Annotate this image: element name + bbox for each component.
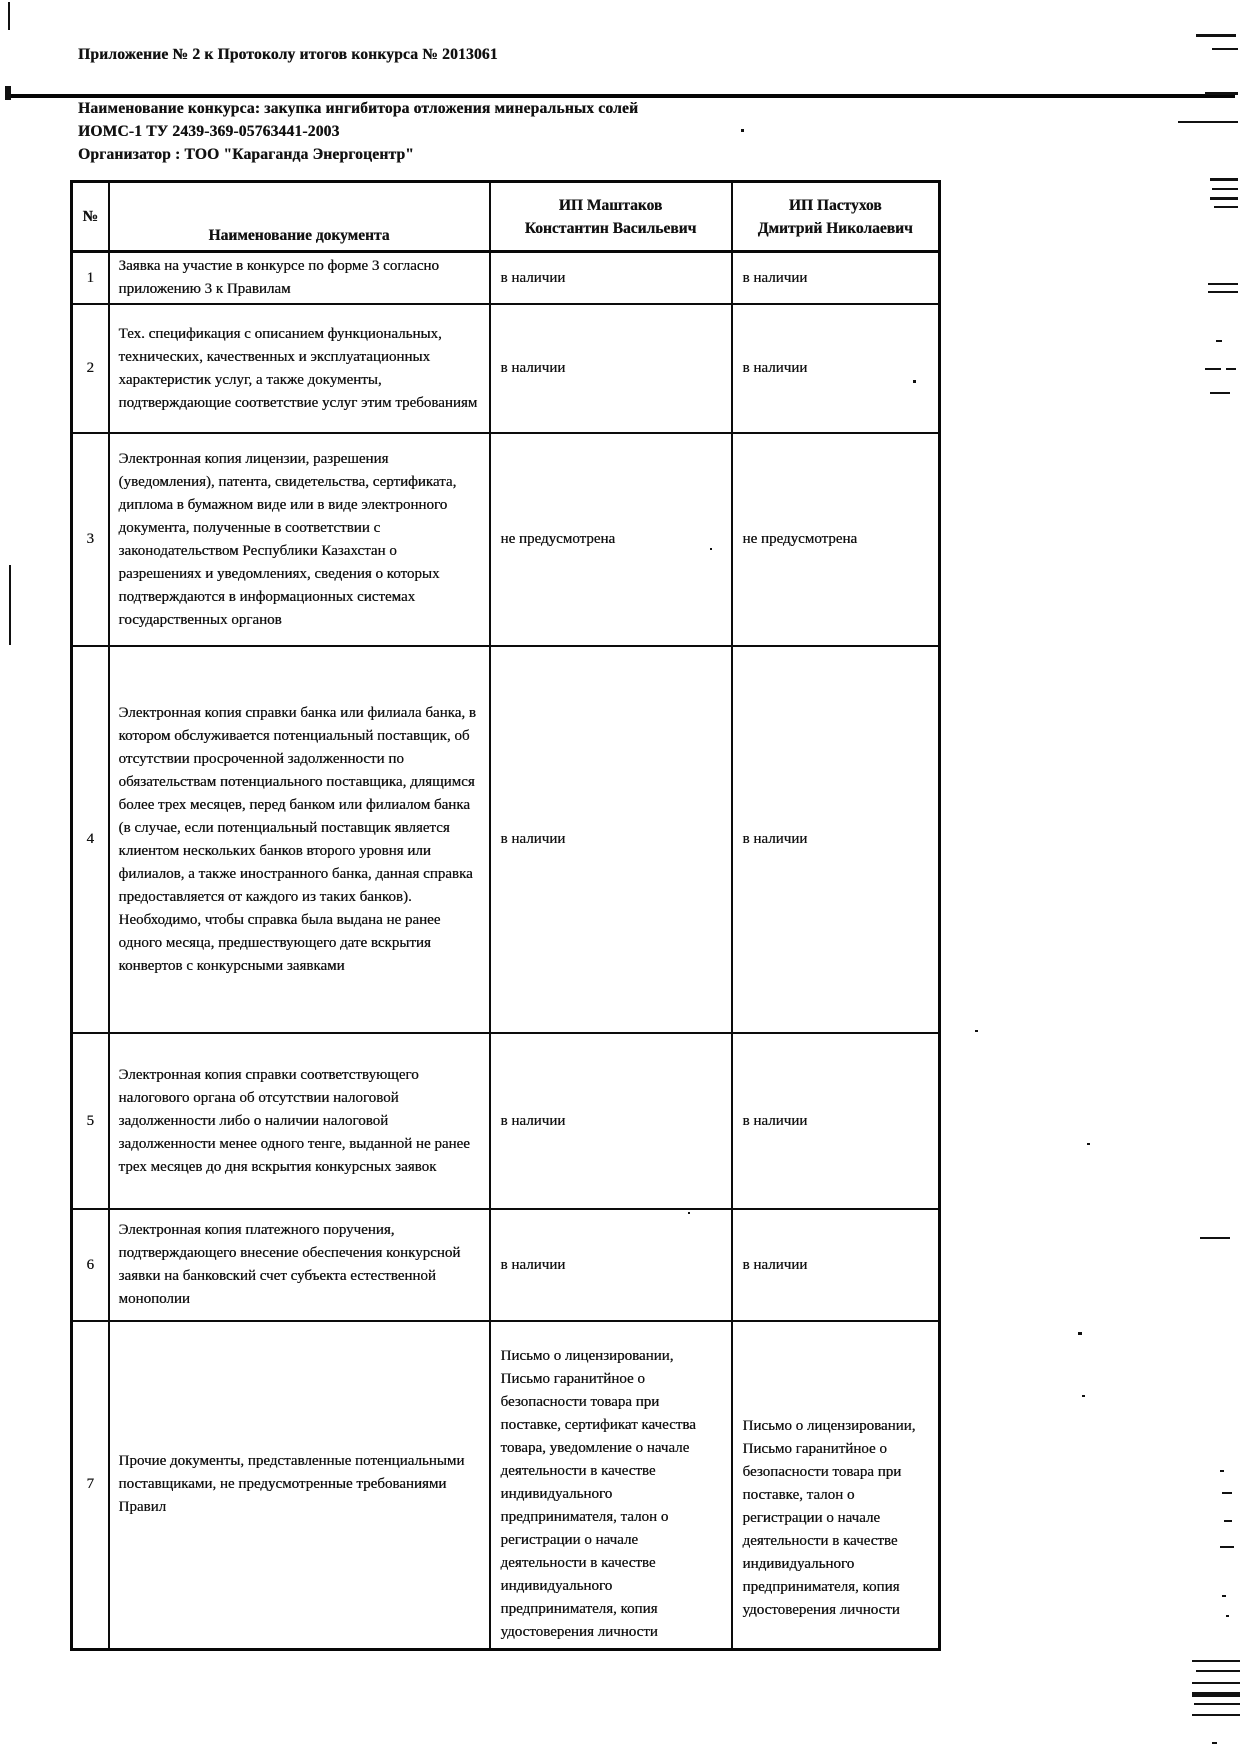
scan-artifact <box>9 565 11 645</box>
scan-artifact <box>1212 188 1238 190</box>
scan-artifact <box>1196 1670 1240 1672</box>
scan-artifact <box>1214 206 1238 208</box>
scan-artifact <box>1208 283 1238 285</box>
document-name-cell: Электронная копия справки соответствующего налогового органа об отсутствии налоговой задолженности либо о наличии налоговой задолженности менее одного тенге, выданной не ранее трех месяцев до дня вскрытия конкурсных заявок <box>109 1033 490 1209</box>
supplier1-status-cell: в наличии <box>490 646 732 1033</box>
row-number: 5 <box>72 1033 109 1209</box>
supplier2-status-cell: в наличии <box>732 1209 940 1321</box>
supplier2-status-cell: в наличии <box>732 646 940 1033</box>
supplier2-name-line2: Дмитрий Николаевич <box>757 219 913 237</box>
row-number: 3 <box>72 433 109 646</box>
scan-artifact <box>1194 1703 1240 1705</box>
scan-artifact <box>1200 1237 1230 1239</box>
row-number: 1 <box>72 252 109 305</box>
supplier1-status-cell: в наличии <box>490 1033 732 1209</box>
scan-artifact <box>1212 48 1238 50</box>
scan-artifact <box>710 548 712 550</box>
scan-artifact <box>1205 92 1238 95</box>
scan-artifact <box>1192 1714 1240 1716</box>
supplier1-status-cell: в наличии <box>490 304 732 433</box>
table-row <box>72 646 940 1033</box>
scan-artifact <box>1082 1395 1085 1397</box>
table-row <box>72 304 940 433</box>
scan-artifact <box>1210 392 1230 394</box>
table-row <box>72 252 940 305</box>
header-number: № <box>72 182 109 252</box>
scan-artifact <box>741 129 744 132</box>
scan-artifact <box>1226 368 1236 370</box>
supplier2-status-cell: не предусмотрена <box>732 433 940 646</box>
header-supplier-2 <box>732 182 940 252</box>
supplier1-status-cell: в наличии <box>490 1209 732 1321</box>
scan-artifact <box>8 2 10 30</box>
scan-artifact <box>913 380 916 383</box>
scan-artifact <box>975 1030 978 1032</box>
scan-artifact <box>1220 1546 1234 1548</box>
table-row <box>72 1209 940 1321</box>
header-supplier-1 <box>490 182 732 252</box>
table-row <box>72 1033 940 1209</box>
scan-artifact <box>1210 178 1238 181</box>
scan-artifact <box>5 86 11 100</box>
row-number: 7 <box>72 1321 109 1649</box>
scan-artifact <box>688 1212 690 1214</box>
document-name-cell: Заявка на участие в конкурсе по форме 3 согласно приложению 3 к Правилам <box>109 252 490 305</box>
scan-artifact <box>1205 368 1221 370</box>
scan-artifact <box>1220 1470 1224 1472</box>
scan-artifact <box>1087 1143 1090 1145</box>
supplier2-status-cell: Письмо о лицензировании, Письмо гаранитйное о безопасности товара при поставке, талон о регистрации о начале деятельности в качестве индивидуального предпринимателя, копия удостоверения личности <box>732 1321 940 1649</box>
table-row <box>72 1321 940 1649</box>
scan-artifact <box>1178 121 1238 123</box>
document-name-cell: Электронная копия платежного поручения, подтверждающего внесение обеспечения конкурсной заявки на банковский счет субъекта естественной монополии <box>109 1209 490 1321</box>
supplier2-name-line1: ИП Пастухов <box>788 196 882 214</box>
scan-artifact <box>1192 1692 1240 1697</box>
table-header-row <box>72 182 940 252</box>
scan-artifact <box>1222 1595 1226 1597</box>
document-name-cell: Тех. спецификация с описанием функциональных, технических, качественных и эксплуатационных характеристик услуг, а также документы, подтверждающие соответствие услуг этим требованиям <box>109 304 490 433</box>
scan-artifact <box>1192 1660 1240 1662</box>
row-number: 6 <box>72 1209 109 1321</box>
supplier1-status-cell: в наличии <box>490 252 732 305</box>
supplier2-status-cell: в наличии <box>732 252 940 305</box>
document-name-cell: Прочие документы, представленные потенциальными поставщиками, не предусмотренные требованиями Правил <box>109 1321 490 1649</box>
organizer-line: Организатор : ТОО "Караганда Энергоцентр" <box>78 146 414 163</box>
appendix-title: Приложение № 2 к Протоколу итогов конкурса № 2013061 <box>78 46 498 63</box>
supplier1-status-cell: Письмо о лицензировании, Письмо гаранитйное о безопасности товара при поставке, сертификат качества товара, уведомление о начале деятельности в качестве индивидуального предпринимателя, талон о регистрации о начале деятельности в качестве индивидуального предпринимателя, копия удостоверения личности <box>490 1321 732 1649</box>
row-number: 2 <box>72 304 109 433</box>
horizontal-rule <box>8 94 1235 98</box>
scan-artifact <box>1222 1492 1232 1494</box>
scan-artifact <box>1216 340 1222 342</box>
table-row <box>72 433 940 646</box>
scan-artifact <box>1196 34 1236 37</box>
scan-artifact <box>1208 291 1238 293</box>
supplier2-status-cell: в наличии <box>732 1033 940 1209</box>
scan-artifact <box>1226 1615 1229 1617</box>
contest-name-line2: ИОМС-1 ТУ 2439-369-05763441-2003 <box>78 123 340 140</box>
document-name-cell: Электронная копия справки банка или филиала банка, в котором обслуживается потенциальный поставщик, об отсутствии просроченной задолженности по обязательствам потенциального поставщика, длящимся более трех месяцев, перед банком или филиалом банка (в случае, если потенциальный поставщик является клиентом нескольких банков второго уровня или филиалов, а также иностранного банка, данная справка предоставляется от каждого из таких банков). Необходимо, чтобы справка была выдана не ранее одного месяца, предшествующего дате вскрытия конвертов с конкурсными заявками <box>109 646 490 1033</box>
scan-artifact <box>1192 1682 1240 1684</box>
row-number: 4 <box>72 646 109 1033</box>
scan-artifact <box>1212 1742 1217 1744</box>
header-document-name: Наименование документа <box>109 182 490 252</box>
scan-artifact <box>1210 197 1238 200</box>
scan-artifact <box>1078 1332 1082 1335</box>
supplier2-status-cell: в наличии <box>732 304 940 433</box>
supplier1-name-line1: ИП Маштаков <box>558 196 663 214</box>
scan-artifact <box>1224 1520 1232 1522</box>
supplier1-name-line2: Константин Васильевич <box>524 219 697 237</box>
contest-name-line1: Наименование конкурса: закупка ингибитора отложения минеральных солей <box>78 100 639 117</box>
supplier1-status-cell: не предусмотрена <box>490 433 732 646</box>
document-name-cell: Электронная копия лицензии, разрешения (уведомления), патента, свидетельства, сертификата, диплома в бумажном виде или в виде электронного документа, полученные в соответствии с законодательством Республики Казахстан о разрешениях и уведомлениях, сведения о которых подтверждаются в информационных системах государственных органов <box>109 433 490 646</box>
documents-comparison-table <box>70 180 941 1651</box>
